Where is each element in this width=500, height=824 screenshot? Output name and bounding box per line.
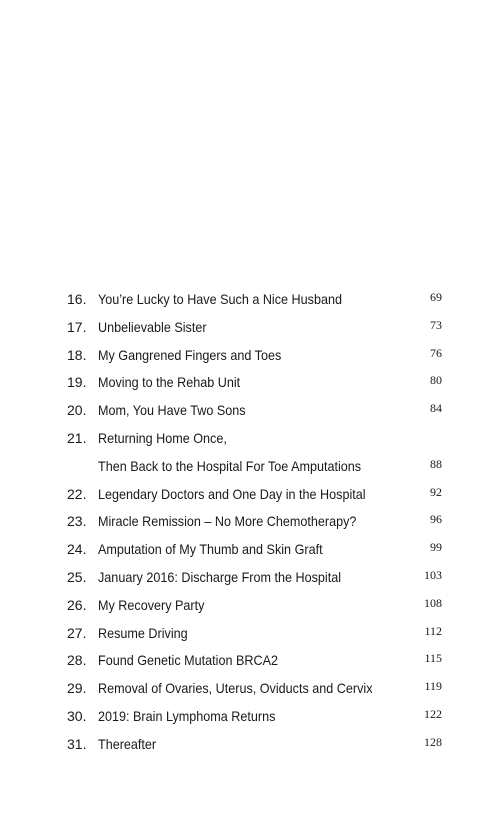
toc-entry-title: Miracle Remission – No More Chemotherapy? — [98, 513, 357, 530]
toc-entry-number: 31. — [67, 735, 87, 752]
toc-entry-28 — [0, 647, 500, 675]
toc-entry-number: 25. — [67, 568, 87, 585]
toc-entry-31 — [0, 731, 500, 759]
toc-entry-page: 80 — [430, 373, 442, 388]
toc-entry-title: Found Genetic Mutation BRCA2 — [98, 652, 278, 669]
toc-entry-page: 84 — [430, 401, 442, 416]
toc-entry-page: 92 — [430, 484, 442, 499]
toc-entry-number: 22. — [67, 485, 87, 502]
toc-entry-page: 99 — [430, 540, 442, 555]
toc-entry-title: Returning Home Once, — [98, 429, 227, 446]
toc-entry-number: 16. — [67, 291, 87, 307]
toc-entry-number: 23. — [67, 513, 87, 530]
toc-entry-page: 103 — [424, 567, 442, 582]
toc-entry-title: Amputation of My Thumb and Skin Graft — [98, 541, 323, 558]
toc-entry-page: 88 — [430, 456, 442, 471]
table-of-contents — [0, 286, 500, 759]
toc-entry-29 — [0, 675, 500, 703]
toc-entry-number: 24. — [67, 541, 87, 558]
toc-entry-17 — [0, 314, 500, 342]
toc-entry-18 — [0, 342, 500, 370]
toc-entry-number: 17. — [67, 318, 87, 335]
toc-entry-title: Then Back to the Hospital For Toe Amputations — [98, 457, 362, 474]
toc-entry-title: My Recovery Party — [98, 596, 205, 613]
toc-entry-title: Moving to the Rehab Unit — [98, 374, 241, 391]
toc-entry-number: 26. — [67, 596, 87, 613]
toc-entry-number: 20. — [67, 402, 87, 419]
toc-entry-title: Mom, You Have Two Sons — [98, 402, 246, 419]
toc-entry-page: 69 — [430, 290, 442, 304]
toc-entry-number: 28. — [67, 652, 87, 669]
toc-entry-title: Thereafter — [98, 735, 157, 752]
toc-entry-21 — [0, 425, 500, 453]
toc-entry-24 — [0, 536, 500, 564]
toc-entry-number: 29. — [67, 680, 87, 697]
toc-entry-title: You’re Lucky to Have Such a Nice Husband — [98, 291, 342, 307]
toc-entry-page: 112 — [424, 623, 442, 638]
toc-entry-20 — [0, 397, 500, 425]
toc-entry-page: 76 — [430, 345, 442, 360]
toc-entry-page: 108 — [424, 595, 442, 610]
toc-entry-23 — [0, 508, 500, 536]
toc-entry-page: 119 — [424, 679, 442, 694]
toc-entry-number: 19. — [67, 374, 87, 391]
toc-entry-21-continued — [0, 453, 500, 481]
toc-entry-title: My Gangrened Fingers and Toes — [98, 346, 282, 363]
toc-entry-page: 122 — [424, 706, 442, 721]
toc-entry-page: 96 — [430, 512, 442, 527]
toc-entry-title: Unbelievable Sister — [98, 318, 207, 335]
toc-entry-27 — [0, 620, 500, 648]
toc-entry-30 — [0, 703, 500, 731]
toc-entry-25 — [0, 564, 500, 592]
toc-entry-19 — [0, 369, 500, 397]
toc-entry-number: 27. — [67, 624, 87, 641]
toc-entry-16 — [0, 286, 500, 314]
toc-entry-page: 115 — [424, 651, 442, 666]
toc-entry-number: 18. — [67, 346, 87, 363]
toc-entry-title: Resume Driving — [98, 624, 188, 641]
toc-entry-title: 2019: Brain Lymphoma Returns — [98, 707, 276, 724]
toc-entry-page: 73 — [430, 317, 442, 332]
toc-entry-title: Removal of Ovaries, Uterus, Oviducts and Cervix — [98, 680, 373, 697]
toc-entry-title: Legendary Doctors and One Day in the Hospital — [98, 485, 366, 502]
toc-entry-page: 128 — [424, 734, 442, 749]
toc-entry-number: 30. — [67, 707, 87, 724]
toc-entry-22 — [0, 481, 500, 509]
toc-entry-number: 21. — [67, 429, 87, 446]
toc-entry-title: January 2016: Discharge From the Hospital — [98, 568, 342, 585]
toc-entry-26 — [0, 592, 500, 620]
